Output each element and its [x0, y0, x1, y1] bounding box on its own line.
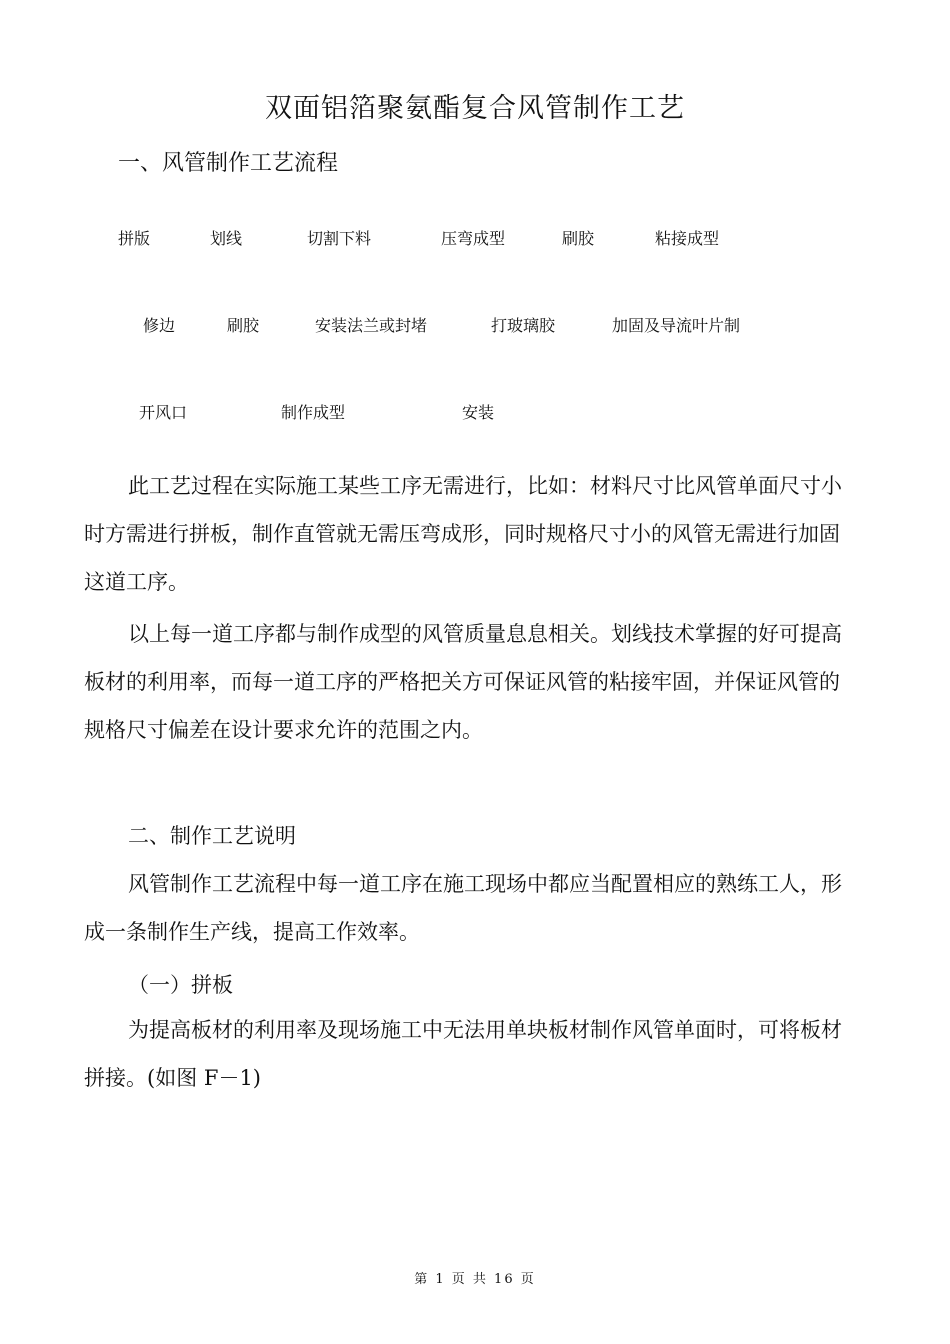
- section2-paragraph-1: [84, 860, 887, 956]
- section2-heading: 二、制作工艺说明: [128, 824, 296, 848]
- flow-step: 安装: [462, 403, 495, 422]
- paragraph-line: 此工艺过程在实际施工某些工序无需进行，比如：材料尺寸比风管单面尺寸小: [128, 474, 842, 498]
- flow-step: 修边: [143, 316, 176, 335]
- section2-paragraph-2: [84, 1006, 887, 1102]
- flow-step: 打玻璃胶: [491, 316, 556, 335]
- paragraph-line: 成一条制作生产线，提高工作效率。: [84, 920, 420, 944]
- flow-step: 刷胶: [562, 229, 595, 248]
- flow-step: 制作成型: [281, 403, 346, 422]
- paragraph-line: 这道工序。: [84, 570, 189, 594]
- section1-heading: 一、风管制作工艺流程: [118, 151, 339, 176]
- paragraph-line: 板材的利用率，而每一道工序的严格把关方可保证风管的粘接牢固，并保证风管的: [84, 670, 840, 694]
- flow-step: 拼版: [118, 229, 151, 248]
- flow-step: 安装法兰或封堵: [315, 316, 428, 335]
- flow-step: 压弯成型: [441, 229, 506, 248]
- paragraph-line: 以上每一道工序都与制作成型的风管质量息息相关。划线技术掌握的好可提高: [128, 622, 842, 646]
- page-footer: 第 1 页 共 16 页: [414, 1272, 536, 1287]
- flow-step: 开风口: [139, 403, 188, 422]
- flow-step: 加固及导流叶片制: [612, 316, 741, 335]
- paragraph-line: 拼接。(如图 F－1): [84, 1066, 261, 1090]
- subsection-heading: （一）拼板: [128, 973, 233, 997]
- section1-paragraph-2: [84, 610, 887, 754]
- document-title: 双面铝箔聚氨酯复合风管制作工艺: [265, 93, 685, 124]
- paragraph-line: 为提高板材的利用率及现场施工中无法用单块板材制作风管单面时，可将板材: [128, 1018, 842, 1042]
- paragraph-line: 风管制作工艺流程中每一道工序在施工现场中都应当配置相应的熟练工人，形: [128, 872, 842, 896]
- flow-step: 刷胶: [227, 316, 260, 335]
- flow-step: 切割下料: [307, 229, 372, 248]
- paragraph-line: 规格尺寸偏差在设计要求允许的范围之内。: [84, 718, 483, 742]
- flow-step: 划线: [210, 229, 243, 248]
- paragraph-line: 时方需进行拼板，制作直管就无需压弯成形，同时规格尺寸小的风管无需进行加固: [84, 522, 840, 546]
- section1-paragraph-1: [84, 462, 887, 606]
- flow-step: 粘接成型: [655, 229, 720, 248]
